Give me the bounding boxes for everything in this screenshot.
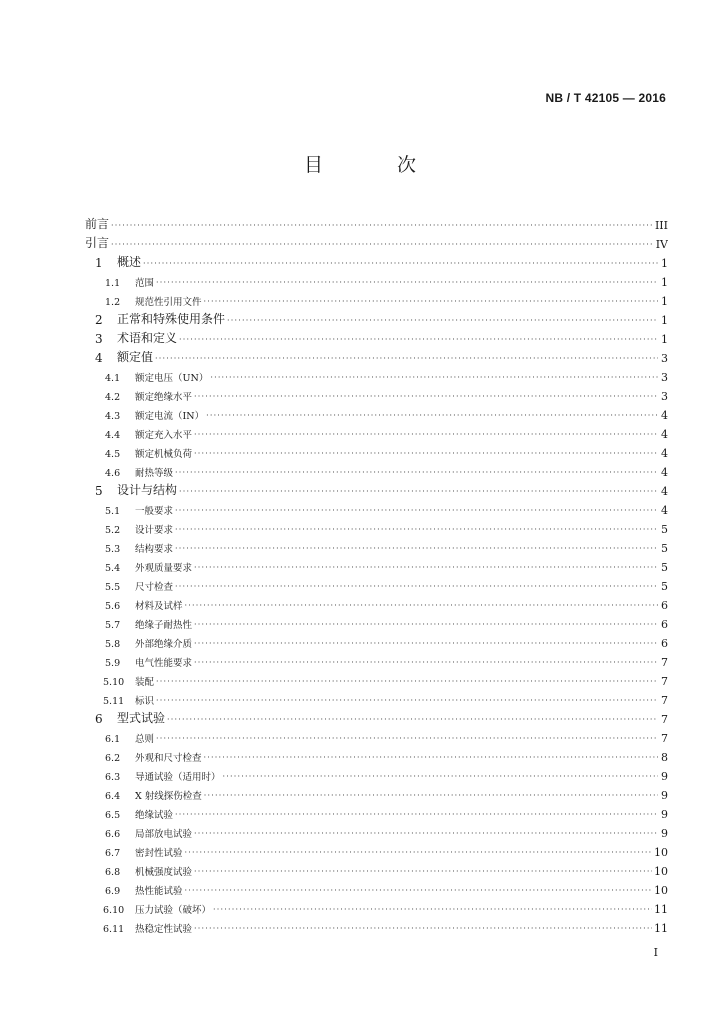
toc-leader-dots <box>206 412 658 422</box>
toc-entry[interactable] <box>85 669 668 688</box>
toc-entry-page: 9 <box>661 789 668 802</box>
toc-leader-dots <box>194 393 658 403</box>
toc-entry-label: 额定绝缘水平 <box>135 392 193 403</box>
toc-entry-page: IV <box>655 238 668 251</box>
toc-entry-number: 5.10 <box>103 677 125 688</box>
toc-entry-label: 结构要求 <box>135 544 174 555</box>
toc-entry-page: 4 <box>661 485 668 498</box>
toc-entry-page: 3 <box>661 390 668 403</box>
toc-entry[interactable] <box>85 403 668 422</box>
page-title: 目 次 <box>303 154 451 176</box>
toc-entry-page: 1 <box>661 257 668 270</box>
standard-code: NB / T 42105 — 2016 <box>545 91 666 105</box>
toc-entry-label: 设计要求 <box>135 525 174 536</box>
toc-entry[interactable] <box>85 821 668 840</box>
toc-entry[interactable] <box>85 593 668 612</box>
toc-entry-page: 6 <box>661 637 668 650</box>
toc-entry-page: 10 <box>654 865 668 878</box>
toc-entry-number: 5.11 <box>103 696 125 707</box>
toc-entry-number: 5.2 <box>105 525 121 536</box>
toc-entry-label: 设计与结构 <box>117 483 178 497</box>
toc-leader-dots <box>194 450 658 460</box>
toc-leader-dots <box>194 659 658 669</box>
toc-entry-page: 11 <box>654 903 668 916</box>
toc-leader-dots <box>227 317 658 327</box>
toc-entry-number: 5.9 <box>105 658 121 669</box>
toc-entry[interactable] <box>85 251 668 270</box>
toc-entry-label: 额定充入水平 <box>135 430 193 441</box>
toc-leader-dots <box>155 355 658 365</box>
toc-entry-page: III <box>654 219 668 232</box>
toc-entry[interactable] <box>85 916 668 935</box>
toc-entry-label: 装配 <box>135 677 155 688</box>
toc-entry[interactable] <box>85 479 668 498</box>
toc-entry[interactable] <box>85 631 668 650</box>
toc-entry-number: 1.1 <box>105 278 121 289</box>
toc-entry[interactable] <box>85 897 668 916</box>
toc-entry-label: 绝缘试验 <box>135 810 174 821</box>
toc-entry-page: 1 <box>661 276 668 289</box>
toc-entry-number: 5.7 <box>105 620 121 631</box>
toc-entry-number: 4.4 <box>105 430 121 441</box>
toc-entry-number: 3 <box>95 332 103 346</box>
toc-entry-number: 5.3 <box>105 544 121 555</box>
toc-entry-page: 7 <box>661 694 668 707</box>
toc-entry-page: 1 <box>661 333 668 346</box>
toc-entry[interactable] <box>85 441 668 460</box>
toc-leader-dots <box>143 260 658 270</box>
toc-entry[interactable] <box>85 498 668 517</box>
toc-entry-label: 耐热等级 <box>135 468 174 479</box>
toc-leader-dots <box>204 792 658 802</box>
toc-entry-number: 6.11 <box>103 924 125 935</box>
toc-entry-label: 规范性引用文件 <box>135 297 202 308</box>
toc-entry[interactable] <box>85 460 668 479</box>
toc-entry[interactable] <box>85 764 668 783</box>
table-of-contents <box>85 213 668 935</box>
toc-entry-number: 5.8 <box>105 639 121 650</box>
toc-entry-label: 标识 <box>135 696 155 707</box>
toc-entry-number: 4.2 <box>105 392 121 403</box>
toc-entry-label: 概述 <box>117 255 142 269</box>
toc-entry-page: 11 <box>654 922 668 935</box>
toc-entry[interactable] <box>85 270 668 289</box>
toc-entry-page: 1 <box>661 295 668 308</box>
toc-entry-number: 4 <box>95 351 103 365</box>
toc-entry-label: 额定值 <box>117 350 154 364</box>
toc-entry-label: 额定机械负荷 <box>135 449 193 460</box>
toc-entry-number: 6.10 <box>103 905 125 916</box>
toc-entry-label: 额定电压（UN） <box>135 373 209 384</box>
toc-entry-label: 型式试验 <box>117 711 166 725</box>
toc-leader-dots <box>156 735 658 745</box>
toc-leader-dots <box>179 488 658 498</box>
toc-entry[interactable] <box>85 422 668 441</box>
toc-entry-number: 4.3 <box>105 411 121 422</box>
toc-entry[interactable] <box>85 232 668 251</box>
toc-leader-dots <box>194 564 658 574</box>
toc-entry-page: 4 <box>661 504 668 517</box>
toc-entry-page: 9 <box>661 827 668 840</box>
toc-entry-number: 2 <box>95 313 103 327</box>
toc-entry[interactable] <box>85 707 668 726</box>
toc-entry-label: 热性能试验 <box>135 886 183 897</box>
toc-entry-number: 6.2 <box>105 753 121 764</box>
toc-leader-dots <box>156 279 658 289</box>
toc-entry[interactable] <box>85 688 668 707</box>
toc-entry-number: 5.6 <box>105 601 121 612</box>
toc-entry-page: 5 <box>661 542 668 555</box>
toc-entry-label: 范围 <box>135 278 155 289</box>
toc-entry[interactable] <box>85 555 668 574</box>
toc-entry-label: 总则 <box>135 734 155 745</box>
toc-leader-dots <box>175 526 658 536</box>
toc-leader-dots <box>175 507 658 517</box>
toc-entry-label: 术语和定义 <box>117 331 178 345</box>
toc-entry-label: 外观和尺寸检查 <box>135 753 202 764</box>
toc-entry-label: 外观质量要求 <box>135 563 193 574</box>
toc-entry-number: 1.2 <box>105 297 121 308</box>
toc-entry-label: 密封性试验 <box>135 848 183 859</box>
toc-entry-page: 7 <box>661 656 668 669</box>
toc-leader-dots <box>175 811 658 821</box>
toc-leader-dots <box>111 222 653 232</box>
toc-entry-label: 电气性能要求 <box>135 658 193 669</box>
toc-entry-page: 1 <box>661 314 668 327</box>
toc-entry-label: 一般要求 <box>135 506 174 517</box>
toc-entry-label: 机械强度试验 <box>135 867 193 878</box>
toc-entry-number: 1 <box>95 256 103 270</box>
toc-entry[interactable] <box>85 365 668 384</box>
toc-entry-page: 8 <box>661 751 668 764</box>
toc-leader-dots <box>111 241 654 251</box>
toc-entry-label: 压力试验（破坏） <box>135 905 212 916</box>
toc-entry[interactable] <box>85 745 668 764</box>
toc-entry-number: 6.4 <box>105 791 121 802</box>
toc-leader-dots <box>167 716 658 726</box>
toc-entry-number: 5.5 <box>105 582 121 593</box>
footer-page-number: I <box>653 946 658 959</box>
toc-leader-dots <box>204 298 658 308</box>
toc-entry-number: 6.7 <box>105 848 121 859</box>
toc-entry-page: 6 <box>661 599 668 612</box>
toc-leader-dots <box>175 545 658 555</box>
toc-entry-page: 4 <box>661 409 668 422</box>
toc-leader-dots <box>194 925 652 935</box>
toc-leader-dots <box>185 887 652 897</box>
toc-entry-page: 9 <box>661 770 668 783</box>
toc-entry[interactable] <box>85 574 668 593</box>
toc-entry-page: 4 <box>661 428 668 441</box>
toc-entry-number: 5.4 <box>105 563 121 574</box>
toc-entry[interactable] <box>85 289 668 308</box>
toc-entry-label: 热稳定性试验 <box>135 924 193 935</box>
toc-entry[interactable] <box>85 878 668 897</box>
toc-entry-number: 6.8 <box>105 867 121 878</box>
toc-entry-page: 5 <box>661 561 668 574</box>
toc-leader-dots <box>194 621 658 631</box>
toc-leader-dots <box>185 849 652 859</box>
toc-entry-page: 10 <box>654 846 668 859</box>
toc-entry[interactable] <box>85 840 668 859</box>
toc-entry[interactable] <box>85 536 668 555</box>
toc-leader-dots <box>194 640 658 650</box>
toc-leader-dots <box>175 469 658 479</box>
toc-entry-label: 局部放电试验 <box>135 829 193 840</box>
toc-entry-label: 额定电流（IN） <box>135 411 205 422</box>
toc-entry-number: 4.5 <box>105 449 121 460</box>
toc-entry-number: 5 <box>95 484 103 498</box>
toc-entry-number: 6.1 <box>105 734 121 745</box>
toc-entry[interactable] <box>85 726 668 745</box>
toc-entry-label: 外部绝缘介质 <box>135 639 193 650</box>
toc-entry[interactable] <box>85 612 668 631</box>
toc-entry-number: 4.1 <box>105 373 121 384</box>
toc-entry-page: 9 <box>661 808 668 821</box>
toc-entry-number: 6.6 <box>105 829 121 840</box>
toc-entry-page: 10 <box>654 884 668 897</box>
toc-entry-number: 6 <box>95 712 103 726</box>
toc-entry-label: 材料及试样 <box>135 601 183 612</box>
toc-leader-dots <box>194 830 658 840</box>
toc-leader-dots <box>185 602 658 612</box>
toc-entry[interactable] <box>85 783 668 802</box>
toc-entry-number: 4.6 <box>105 468 121 479</box>
toc-entry-page: 7 <box>661 713 668 726</box>
toc-entry[interactable] <box>85 213 668 232</box>
toc-entry[interactable] <box>85 859 668 878</box>
toc-leader-dots <box>194 431 658 441</box>
toc-entry[interactable] <box>85 517 668 536</box>
toc-entry-page: 5 <box>661 580 668 593</box>
toc-leader-dots <box>156 678 658 688</box>
toc-entry-page: 5 <box>661 523 668 536</box>
toc-entry-label: 绝缘子耐热性 <box>135 620 193 631</box>
toc-entry-label: 正常和特殊使用条件 <box>117 312 226 326</box>
toc-leader-dots <box>223 773 658 783</box>
toc-entry[interactable] <box>85 384 668 403</box>
toc-entry-number: 6.5 <box>105 810 121 821</box>
toc-entry-label: 尺寸检查 <box>135 582 174 593</box>
toc-leader-dots <box>213 906 652 916</box>
toc-entry-label: X 射线探伤检查 <box>135 791 202 802</box>
toc-entry-page: 6 <box>661 618 668 631</box>
toc-leader-dots <box>194 868 652 878</box>
toc-leader-dots <box>204 754 658 764</box>
toc-leader-dots <box>179 336 658 346</box>
toc-entry-label: 导通试验（适用时） <box>135 772 221 783</box>
toc-entry[interactable] <box>85 346 668 365</box>
toc-leader-dots <box>210 374 658 384</box>
toc-entry-number: 5.1 <box>105 506 121 517</box>
toc-entry-number: 6.3 <box>105 772 121 783</box>
toc-entry-page: 4 <box>661 466 668 479</box>
toc-entry-page: 4 <box>661 447 668 460</box>
toc-entry-label: 前言 <box>85 217 110 231</box>
toc-entry[interactable] <box>85 327 668 346</box>
toc-entry-page: 3 <box>661 352 668 365</box>
toc-entry[interactable] <box>85 802 668 821</box>
toc-entry-label: 引言 <box>85 236 110 250</box>
toc-entry-page: 3 <box>661 371 668 384</box>
toc-entry-number: 6.9 <box>105 886 121 897</box>
toc-entry[interactable] <box>85 650 668 669</box>
toc-leader-dots <box>175 583 658 593</box>
toc-entry[interactable] <box>85 308 668 327</box>
toc-leader-dots <box>156 697 658 707</box>
toc-entry-page: 7 <box>661 732 668 745</box>
toc-entry-page: 7 <box>661 675 668 688</box>
